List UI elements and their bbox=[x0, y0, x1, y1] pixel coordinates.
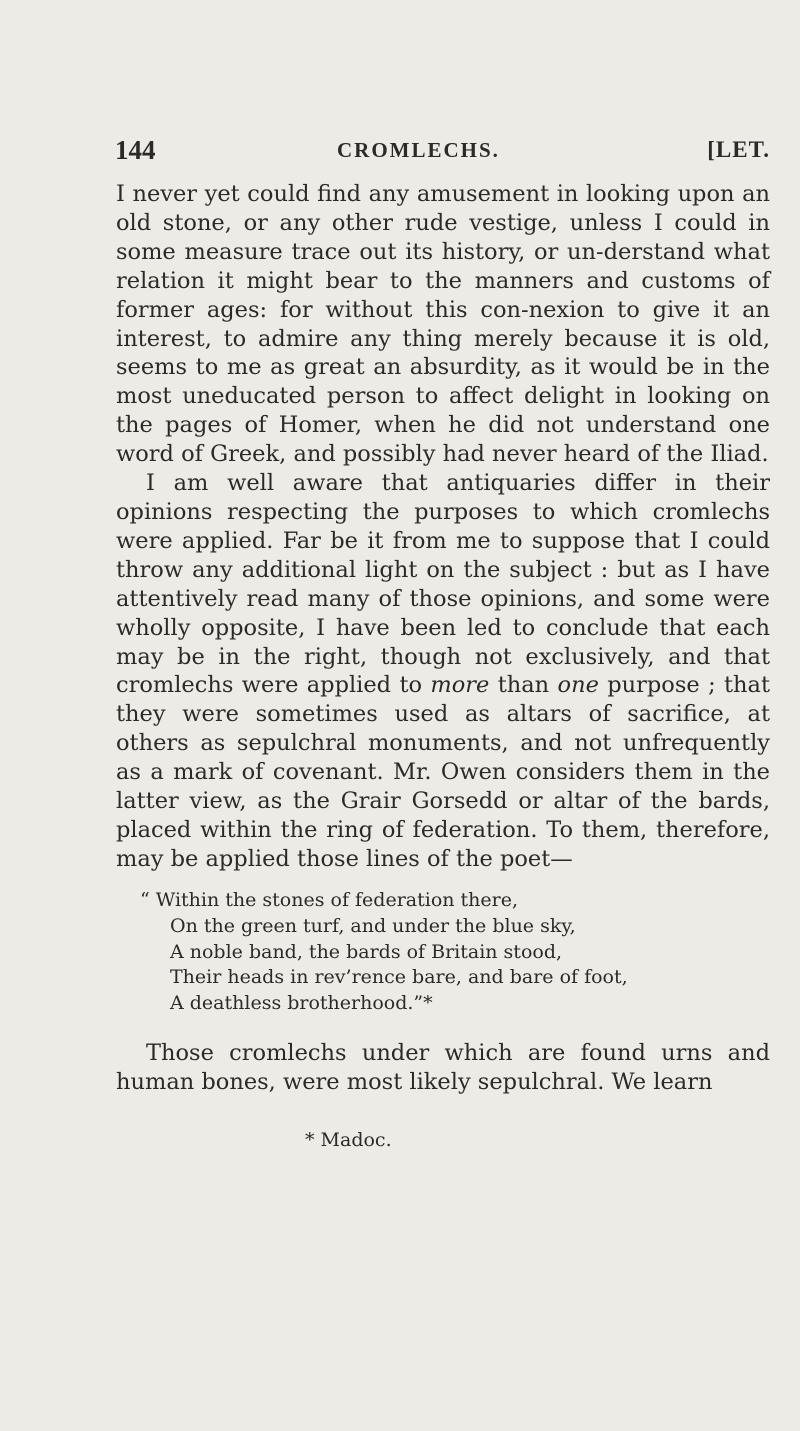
footnote: * Madoc. bbox=[305, 1129, 392, 1151]
paragraph-1: I never yet could find any amusement in looking upon an old stone, or any other rude vestige, unless I could in some measure trace out its history, or un-derstand what relation it might bear to the manners and customs of former ages: for without this con-nexion to give it an interest, to admire any thing merely because it is old, seems to me as great an absurdity, as it would be in the most uneducated person to affect delight in looking on the pages of Homer, when he did not understand one word of Greek, and possibly had never heard of the Iliad. bbox=[116, 181, 770, 468]
paragraph-2-part-c: purpose ; that they were sometimes used as altars of sacrifice, at others as sepulchral monuments, and not unfrequently as a mark of covenant. Mr. Owen considers them in the latter view, as the Grair Gorsedd or altar of the bards, placed within the ring of federation. To them, therefore, may be applied those lines of the poet— bbox=[116, 672, 771, 872]
paragraph-3: Those cromlechs under which are found urns and human bones, were most likely sepulchral. We learn bbox=[116, 1040, 770, 1095]
paragraph-2-part-a: I am well aware that antiquaries differ in their opinions respecting the purposes to which cromlechs were applied. Far be it from me to suppose that I could throw any additional light on the subject : but as I have attentively read many of those opinions, and some were wholly opposite, I have been led to conclude that each may be in the right, though not exclusively, and that cromlechs were applied to bbox=[116, 470, 770, 699]
paragraph-2-part-b: than bbox=[489, 672, 558, 699]
verse-quotation bbox=[140, 888, 760, 1017]
emphasis-more: more bbox=[430, 672, 490, 699]
continuing-text bbox=[116, 1039, 770, 1097]
page-number: 144 bbox=[115, 135, 156, 165]
emphasis-one: one bbox=[557, 672, 599, 699]
verse-line-2: On the green turf, and under the blue sky, bbox=[170, 914, 576, 937]
verse-line-3: A noble band, the bards of Britain stood, bbox=[170, 940, 563, 963]
verse-line-1: “ Within the stones of federation there, bbox=[140, 889, 519, 911]
paragraph-2 bbox=[116, 469, 770, 874]
section-marker: [LET. bbox=[707, 137, 770, 162]
running-header bbox=[115, 130, 770, 170]
verse-line-4: Their heads in rev’rence bare, and bare of foot, bbox=[170, 966, 628, 989]
running-title: CROMLECHS. bbox=[337, 138, 500, 162]
main-text bbox=[116, 180, 770, 874]
verse-line-5: A deathless brotherhood.”* bbox=[170, 992, 433, 1015]
